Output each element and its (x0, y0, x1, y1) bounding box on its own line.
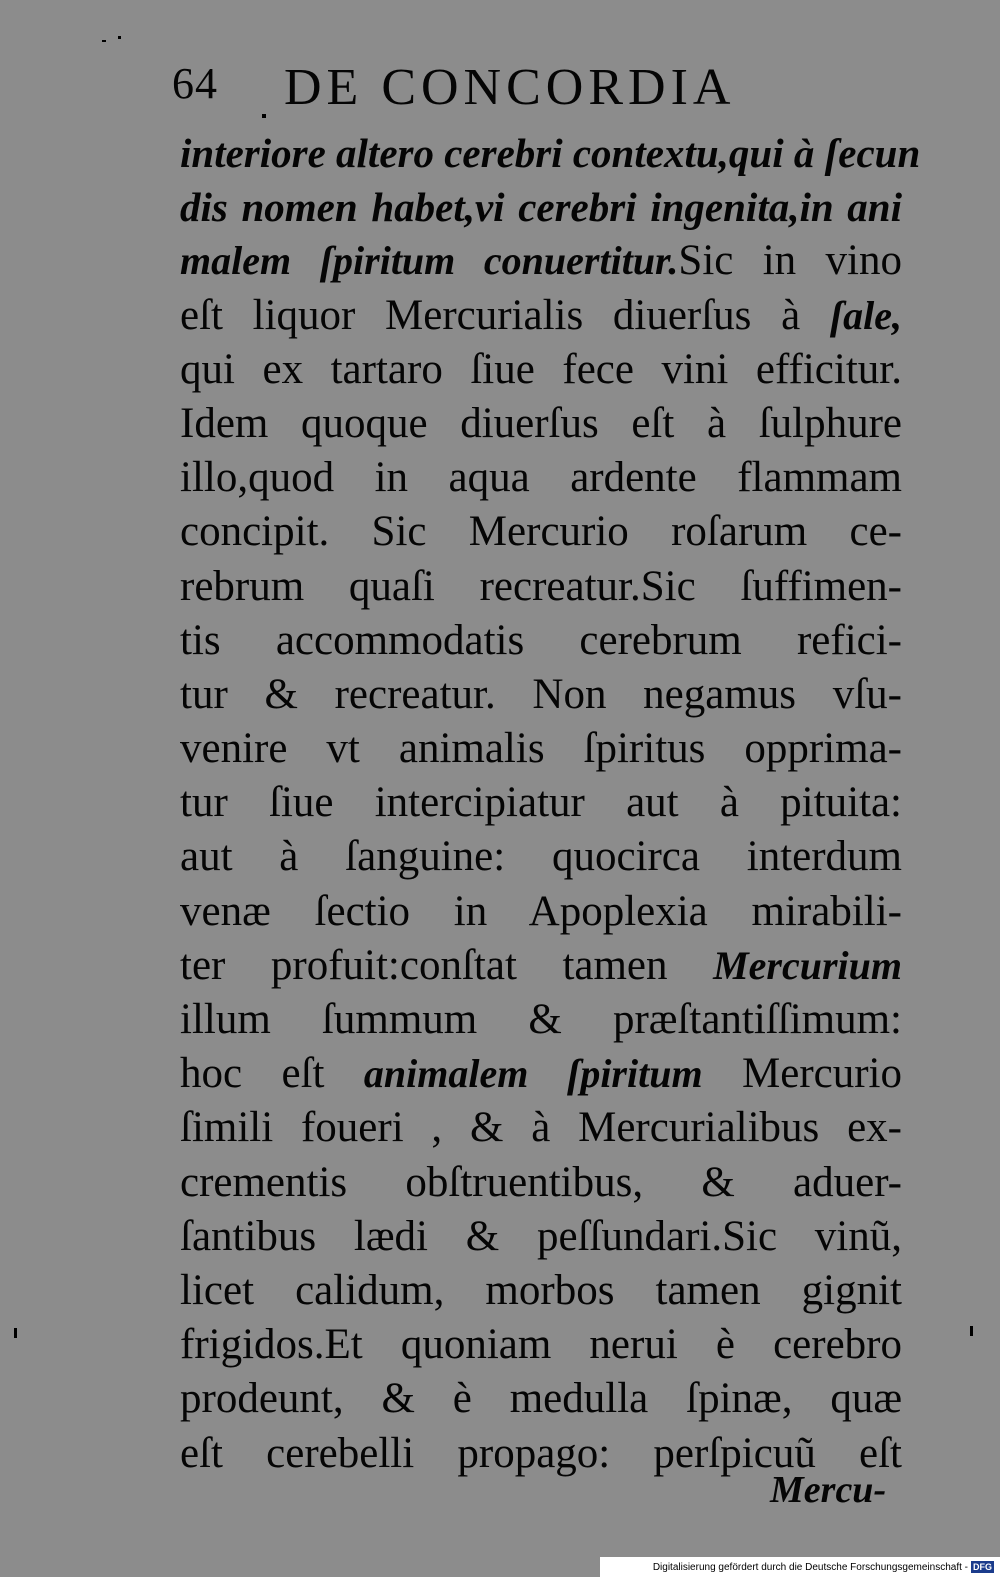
text-line: illum ſummum & præſtantiſſimum: (180, 996, 902, 1043)
scan-speck (118, 36, 121, 39)
roman-text: Sic in vino (678, 237, 902, 285)
text-line: venæ ſectio in Apoplexia mirabili- (180, 887, 902, 935)
text-line: licet calidum, morbos tamen gignit (180, 1266, 902, 1314)
scan-speck (262, 114, 266, 118)
text-line: aut à ſanguine: quocirca interdum (180, 833, 902, 881)
scan-speck (14, 1328, 17, 1338)
text-line: interiore altero cerebri contextu,qui à ſecun (180, 130, 921, 176)
roman-text: eſt liquor Mercurialis diuerſus à (180, 291, 830, 339)
text-line: rebrum quaſi recreatur.Sic ſuffimen- (180, 562, 902, 610)
scan-speck (970, 1326, 973, 1336)
text-line: dis nomen habet,vi cerebri ingenita,in ani (180, 184, 902, 231)
text-line: frigidos.Et quoniam nerui è cerebro (180, 1321, 902, 1369)
text-line: eſt cerebelli propago: perſpicuũ eſt (180, 1429, 902, 1477)
scan-speck (102, 40, 106, 42)
roman-text: ter profuit:conſtat tamen (180, 941, 714, 989)
roman-text: Mercurio (702, 1050, 902, 1098)
roman-text: hoc eſt (180, 1050, 364, 1098)
text-line (180, 939, 902, 993)
text-line: illo,quod in aqua ardente flammam (180, 454, 902, 502)
page-number: 64 (172, 59, 218, 108)
running-title: DE CONCORDIA (284, 59, 736, 116)
dfg-logo: DFG (973, 1562, 992, 1572)
text-line: qui ex tartaro ſiue fece vini efficitur. (180, 345, 902, 393)
text-line: concipit. Sic Mercurio roſarum ce- (180, 508, 902, 556)
catchword: Mercu- (770, 1469, 887, 1511)
credit-text: Digitalisierung gefördert durch die Deutsche Forschungsgemeinschaft - (652, 1561, 968, 1573)
text-line: tis accommodatis cerebrum refici- (180, 616, 902, 664)
text-line: venire vt animalis ſpiritus opprima- (180, 725, 902, 773)
page-header (172, 58, 872, 118)
text-line (180, 1047, 902, 1101)
italic-text: Mercurium (713, 942, 902, 988)
body-text (180, 126, 921, 1481)
text-line: crementis obſtruentibus, & aduer- (180, 1158, 902, 1206)
italic-text: malem ſpiritum conuertitur. (180, 238, 679, 284)
text-line (180, 289, 902, 343)
text-line (180, 234, 902, 288)
text-line: Idem quoque diuerſus eſt à ſulphure (180, 399, 902, 447)
text-line: tur & recreatur. Non negamus vſu- (180, 670, 902, 718)
text-line: prodeunt, & è medulla ſpinæ, quæ (180, 1375, 902, 1423)
text-line: ſimili foueri , & à Mercurialibus ex- (180, 1104, 902, 1152)
italic-text: ſale, (829, 292, 902, 338)
italic-text: animalem ſpiritum (363, 1051, 703, 1097)
text-line: ſantibus lædi & peſſundari.Sic vinũ, (180, 1212, 902, 1260)
text-line: tur ſiue intercipiatur aut à pituita: (180, 779, 902, 827)
digitization-credit (600, 1557, 1000, 1577)
